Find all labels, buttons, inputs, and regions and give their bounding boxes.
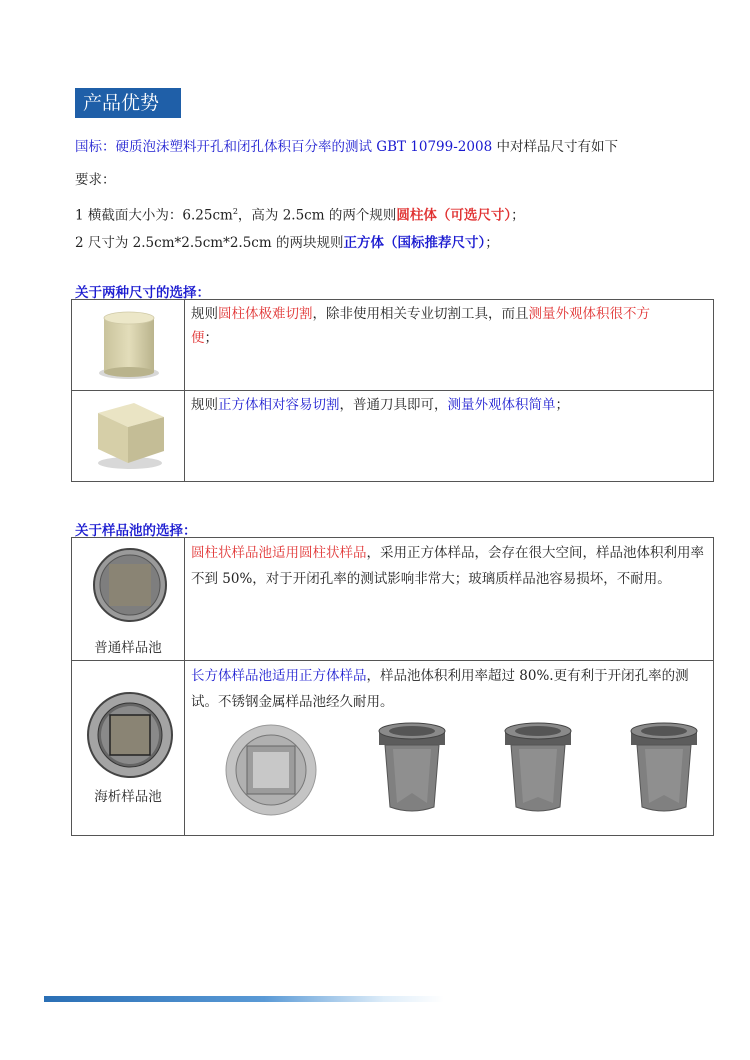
requirement-2 <box>75 233 499 253</box>
req1-sup: 2 <box>232 207 238 216</box>
req2-highlight: 正方体（国标推荐尺寸） <box>343 235 486 251</box>
req1-prefix: 1 横截面大小为：6.25cm <box>75 207 233 224</box>
standard-cell-highlight: 圆柱状样品池适用圆柱状样品 <box>191 545 367 561</box>
cyl-p5: 便 <box>191 330 205 346</box>
footer-bar <box>44 996 444 1002</box>
haixi-cell-caption: 海析样品池 <box>94 789 162 805</box>
haixi-cell-description <box>185 661 713 715</box>
standard-line <box>75 137 618 157</box>
cube-image-cell <box>72 391 185 482</box>
cyl-hard-to-cut: 圆柱体极难切割 <box>218 306 313 322</box>
cylinder-description <box>185 300 713 350</box>
sample-cell-top-view-icon <box>226 725 316 815</box>
req2-prefix: 2 尺寸为 2.5cm*2.5cm*2.5cm 的两块规则 <box>75 235 344 251</box>
standard-cell-description <box>185 538 713 592</box>
cube-volume-simple: 测量外观体积简单 <box>447 397 556 413</box>
cylinder-image-cell <box>72 300 185 391</box>
sample-cell-illustrations <box>185 715 713 827</box>
req1-end: ； <box>511 207 525 224</box>
standard-cell-description-cell <box>185 538 714 661</box>
sample-cell-3d-icon-1 <box>379 723 445 811</box>
sample-cell-3d-icon-3 <box>631 723 697 811</box>
cylinder-sample-icon <box>72 300 184 382</box>
req2-end: ； <box>485 235 499 251</box>
size-section-title: 关于两种尺寸的选择： <box>75 285 210 301</box>
cyl-p3: ，除非使用相关专业切割工具，而且 <box>312 306 529 322</box>
cyl-p6: ； <box>204 330 218 346</box>
haixi-cell-image-cell <box>72 661 185 836</box>
page-heading: 产品优势 <box>75 88 181 118</box>
table-row <box>72 661 714 836</box>
requirement-1 <box>75 202 525 226</box>
table-row <box>72 391 714 482</box>
haixi-cell-description-cell <box>185 661 714 836</box>
cube-easy-cut: 正方体相对容易切割 <box>218 397 340 413</box>
cube-description-cell <box>185 391 714 482</box>
standard-name: 国标：硬质泡沫塑料开孔和闭孔体积百分率的测试 GBT 10799-2008 <box>75 139 493 155</box>
cube-p5: ； <box>555 397 569 413</box>
haixi-cell-icon <box>72 661 184 785</box>
cyl-volume-difficult: 测量外观体积很不方 <box>528 306 650 322</box>
cell-section-title: 关于样品池的选择： <box>75 523 197 539</box>
cylinder-description-cell <box>185 300 714 391</box>
cell-table <box>71 537 714 836</box>
sample-cell-3d-icon-2 <box>505 723 571 811</box>
standard-tail: 中对样品尺寸有如下 <box>492 139 618 155</box>
req1-highlight: 圆柱体（可选尺寸） <box>396 207 512 224</box>
standard-cell-icon <box>72 538 184 628</box>
cube-sample-icon <box>72 391 184 473</box>
haixi-cell-text: ，样品池体积利用率超过 80%.更有利于开闭孔率的测试。不锈钢金属样品池经久耐用。 <box>191 668 689 710</box>
cube-description <box>185 391 713 417</box>
cyl-p1: 规则 <box>191 306 218 322</box>
requirements-label: 要求： <box>75 172 116 188</box>
req1-mid: ，高为 2.5cm 的两个规则 <box>237 207 397 224</box>
table-row <box>72 300 714 391</box>
standard-cell-image-cell <box>72 538 185 661</box>
size-table <box>71 299 714 482</box>
standard-cell-text: ，采用正方体样品，会存在很大空间，样品池体积利用率不到 50%，对于开闭孔率的测试影响非常大；玻璃质样品池容易损坏，不耐用。 <box>191 545 704 587</box>
table-row <box>72 538 714 661</box>
haixi-cell-highlight: 长方体样品池适用正方体样品 <box>191 668 367 684</box>
cube-p3: ，普通刀具即可， <box>339 397 448 413</box>
cube-p1: 规则 <box>191 397 218 413</box>
standard-cell-caption: 普通样品池 <box>94 640 162 656</box>
